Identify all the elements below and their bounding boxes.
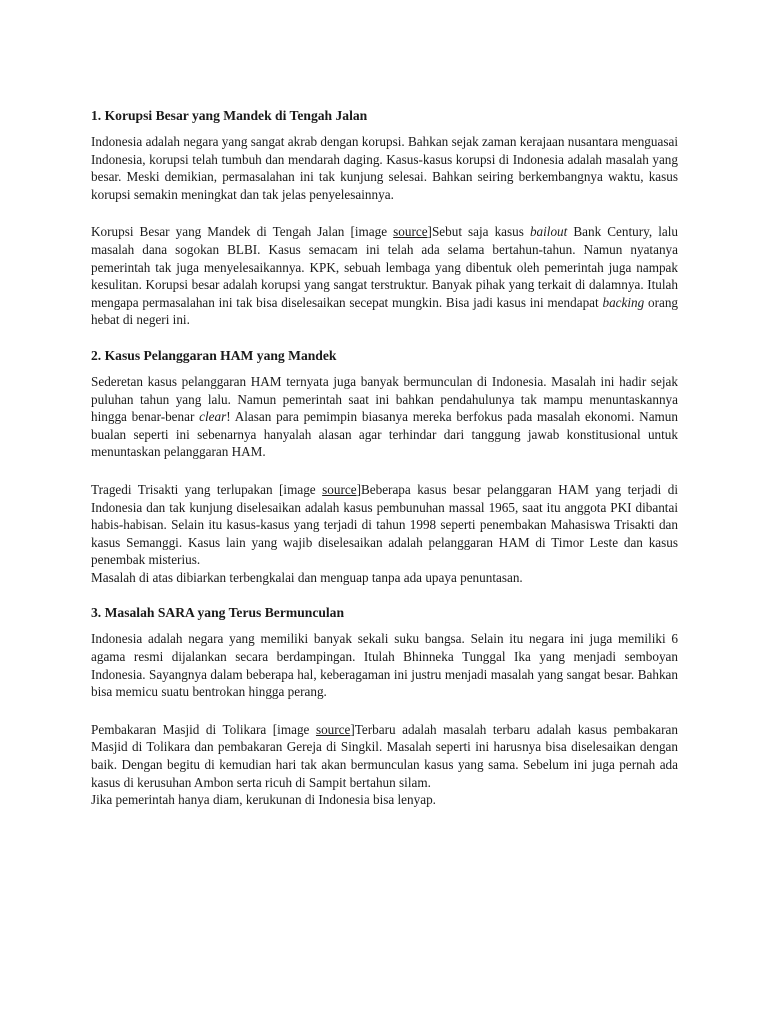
section-3-heading: 3. Masalah SARA yang Terus Bermunculan: [91, 605, 345, 621]
section-1-paragraph-1: Indonesia adalah negara yang sangat akrab dengan korupsi. Bahkan sejak zaman kerajaan nusantara menguasai Indonesia, korupsi telah tumbuh dan mendarah daging. Kasus-kasus korupsi di Indonesia adalah masalah yang besar. Meski demikian, permasalahan ini tak kunjung selesai. Bahkan seiring berkembangnya waktu, kasus korupsi semakin meningkat dan tak jelas penyelesainnya.: [91, 134, 678, 202]
section-2-heading: 2. Kasus Pelanggaran HAM yang Mandek: [91, 347, 337, 363]
image-source-link[interactable]: source: [315, 721, 351, 737]
section-3-paragraph-1: Indonesia adalah negara yang memiliki banyak sekali suku bangsa. Selain itu negara ini juga memiliki 6 agama resmi dijalankan secara berdampingan. Itulah Bhinneka Tunggal Ika yang menjadi semboyan Indonesia. Sayangnya dalam beberapa hal, keberagaman ini justru menjadi masalah yang sangat besar. Bahkan bisa memicu suatu bentrokan hingga perang.: [91, 631, 678, 700]
section-1-heading: 1. Korupsi Besar yang Mandek di Tengah Jalan: [91, 108, 368, 123]
section-3-paragraph-2: Pembakaran Masjid di Tolikara [image source]Terbaru adalah masalah terbaru adalah kasus pembakaran Masjid di Tolikara dan pembakaran Gereja di Singkil. Masalah seperti ini harusnya bisa diselesaikan dengan baik. Dengan begitu di kemudian hari tak akan bermunculan kasus yang sama. Sebelum ini juga pernah ada kasus di kerusuhan Ambon serta ricuh di Sampit bertahun silam.: [91, 721, 678, 790]
image-source-link[interactable]: source: [322, 481, 357, 497]
section-2-paragraph-3: Masalah di atas dibiarkan terbengkalai dan menguap tanpa ada upaya penuntasan.: [91, 569, 523, 585]
document-page: [91, 107, 678, 809]
section-2-paragraph-2: Tragedi Trisakti yang terlupakan [image source]Beberapa kasus besar pelanggaran HAM yang terjadi di Indonesia dan tak kunjung diselesaikan adalah kasus pembunuhan massal 1965, saat itu anggota PKI dibantai habis-habisan. Selain itu kasus-kasus yang terjadi di tahun 1998 seperti penembakan Mahasiswa Trisakti dan kasus Semanggi. Kasus lain yang wajib diselesaikan adalah pelanggaran HAM di Timor Leste dan kasus penembak misterius.: [91, 481, 678, 568]
image-source-link[interactable]: source: [393, 224, 428, 240]
section-2-paragraph-1: Sederetan kasus pelanggaran HAM ternyata juga banyak bermunculan di Indonesia. Masalah ini hadir sejak puluhan tahun yang lalu. Namun pemerintah saat ini bahkan pendahulunya tak mampu menuntaskannya hingga benar-benar clear! Alasan para pemimpin biasanya mereka berfokus pada masalah ekonomi. Namun bualan seperti ini sebenarnya hanyalah alasan agar terhindar dari tanggung jawab konstitusional untuk menuntaskan pelanggaran HAM.: [91, 373, 678, 460]
section-1-paragraph-2: Korupsi Besar yang Mandek di Tengah Jalan [image source]Sebut saja kasus bailout Bank Century, lalu masalah dana sogokan BLBI. Kasus semacam ini telah ada selama bertahun-tahun. Namun nyatanya pemerintah tak juga menyelesaikannya. KPK, sebuah lembaga yang dibentuk oleh pemerintah juga nampak kesulitan. Korupsi besar adalah korupsi yang sangat terstruktur. Banyak pihak yang terkait di dalamnya. Itulah mengapa permasalahan ini tak bisa diselesaikan secepat mungkin. Bisa jadi kasus ini mendapat backing orang hebat di negeri ini.: [91, 224, 679, 328]
section-3-paragraph-3: Jika pemerintah hanya diam, kerukunan di Indonesia bisa lenyap.: [91, 792, 436, 808]
